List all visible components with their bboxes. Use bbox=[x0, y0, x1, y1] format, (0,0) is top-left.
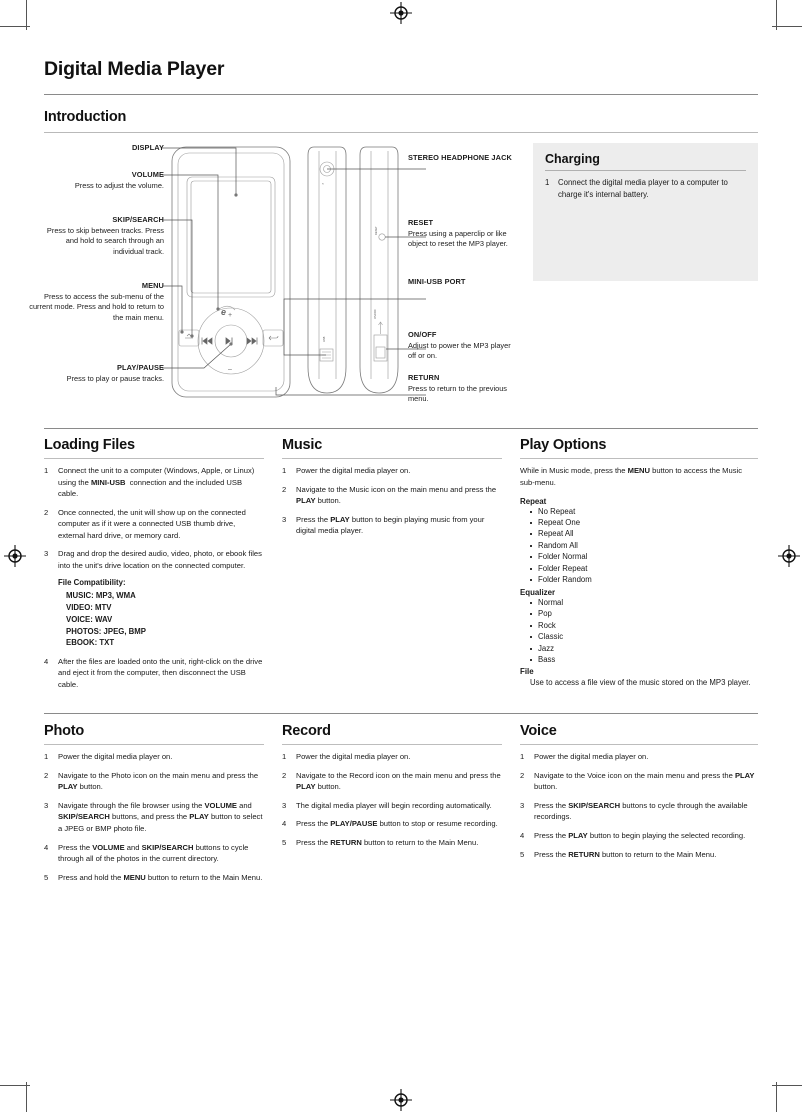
crop-mark-top-right-horizontal bbox=[772, 26, 802, 27]
step-number: 4 bbox=[44, 656, 49, 666]
on-off-art-label: ON/OFF bbox=[374, 309, 377, 319]
crop-mark-bottom-right-horizontal bbox=[772, 1085, 802, 1086]
repeat-option-list bbox=[528, 506, 758, 586]
step-text: The digital media player will begin recording automatically. bbox=[296, 800, 492, 810]
step-text: Navigate to the Record icon on the main menu and press the PLAY button. bbox=[296, 770, 501, 792]
list-item: Bass bbox=[528, 654, 758, 665]
callout-return-desc: Press to return to the previous menu. bbox=[408, 383, 508, 404]
step-text: Press the RETURN button to return to the Main Menu. bbox=[534, 849, 717, 859]
photo-divider bbox=[44, 744, 264, 745]
svg-text:+: + bbox=[228, 312, 233, 319]
callout-stereo-headphone-jack-label: STEREO HEADPHONE JACK bbox=[408, 153, 512, 162]
play-options-divider bbox=[520, 458, 758, 459]
file-group-note: Use to access a file view of the music stored on the MP3 player. bbox=[530, 678, 751, 688]
step-text: Press the PLAY button to begin playing the selected recording. bbox=[534, 830, 746, 840]
charging-panel bbox=[533, 143, 758, 281]
step-number: 1 bbox=[520, 752, 525, 762]
step-text: Navigate to the Voice icon on the main menu and press the PLAY button. bbox=[534, 770, 755, 792]
step-number: 4 bbox=[520, 830, 525, 840]
list-item bbox=[44, 656, 264, 691]
step-text: Drag and drop the desired audio, video, photo, or ebook files into the unit's drive location on the connected computer. bbox=[58, 549, 262, 570]
voice-divider bbox=[520, 744, 758, 745]
registration-target-bottom bbox=[390, 1089, 412, 1111]
device-diagram bbox=[29, 139, 758, 424]
repeat-group-title: Repeat bbox=[520, 496, 547, 506]
music-heading: Music bbox=[282, 437, 323, 453]
column-record bbox=[282, 723, 520, 890]
record-divider bbox=[282, 744, 502, 745]
step-number: 5 bbox=[282, 837, 287, 847]
voice-steps bbox=[520, 751, 758, 860]
content-row-2-wrapper bbox=[44, 713, 758, 890]
photo-steps bbox=[44, 751, 264, 883]
callout-return-label: RETURN bbox=[408, 373, 440, 382]
list-item: Pop bbox=[528, 608, 758, 619]
list-item bbox=[44, 751, 264, 763]
list-item bbox=[44, 770, 264, 793]
charging-step-number: 1 bbox=[545, 178, 550, 187]
step-text: Once connected, the unit will show up on the connected computer as if it were a connected USB thumb drive, external hard drive, or memory card. bbox=[58, 507, 246, 540]
step-text: Press the RETURN button to return to the Main Menu. bbox=[296, 837, 479, 847]
callout-skip-search-label: SKIP/SEARCH bbox=[112, 215, 164, 224]
equalizer-option-list bbox=[528, 597, 758, 666]
loading-files-steps bbox=[44, 465, 264, 571]
charging-step-text: Connect the digital media player to a computer to charge it's internal battery. bbox=[558, 178, 728, 199]
list-item: Normal bbox=[528, 597, 758, 608]
svg-text:USB: USB bbox=[323, 336, 326, 342]
list-item bbox=[44, 548, 264, 571]
list-item: Folder Normal bbox=[528, 551, 758, 562]
step-text: Press and hold the MENU button to return to the Main Menu. bbox=[58, 872, 263, 882]
step-number: 4 bbox=[282, 819, 287, 829]
list-item bbox=[282, 751, 502, 763]
step-number: 3 bbox=[44, 800, 49, 810]
list-item: Jazz bbox=[528, 643, 758, 654]
file-compatibility-list bbox=[66, 590, 264, 648]
list-item: Folder Random bbox=[528, 574, 758, 585]
svg-text:e: e bbox=[221, 307, 227, 317]
play-options-heading: Play Options bbox=[520, 437, 607, 453]
charging-heading: Charging bbox=[545, 152, 600, 166]
record-steps bbox=[282, 751, 502, 848]
list-item: Classic bbox=[528, 631, 758, 642]
crop-mark-bottom-left-horizontal bbox=[0, 1085, 30, 1086]
charging-step bbox=[545, 177, 746, 200]
record-heading: Record bbox=[282, 723, 331, 740]
step-text: Connect the unit to a computer (Windows, Apple, or Linux) using the MINI-USB connection and the included USB cable. bbox=[58, 466, 255, 499]
callout-on-off-desc: Adjust to power the MP3 player off or on. bbox=[408, 340, 511, 361]
step-number: 4 bbox=[44, 842, 49, 852]
list-item: MUSIC: MP3, WMA bbox=[66, 591, 136, 601]
column-play-options bbox=[520, 437, 758, 697]
callout-volume-label: VOLUME bbox=[131, 170, 164, 179]
device-illustration bbox=[164, 139, 444, 414]
callout-play-pause bbox=[44, 363, 164, 384]
list-item: Folder Repeat bbox=[528, 563, 758, 574]
list-item bbox=[44, 842, 264, 865]
column-voice bbox=[520, 723, 758, 890]
reset-art-label: RESET bbox=[375, 226, 378, 235]
list-item bbox=[520, 770, 758, 793]
step-number: 1 bbox=[44, 752, 49, 762]
equalizer-group-title: Equalizer bbox=[520, 587, 556, 597]
list-item bbox=[282, 800, 502, 812]
list-item bbox=[44, 872, 264, 884]
callout-play-pause-label: PLAY/PAUSE bbox=[117, 363, 164, 372]
crop-mark-top-left-horizontal bbox=[0, 26, 30, 27]
step-number: 3 bbox=[282, 800, 287, 810]
step-text: Navigate to the Photo icon on the main menu and press the PLAY button. bbox=[58, 770, 259, 792]
list-item bbox=[282, 770, 502, 793]
step-number: 3 bbox=[282, 514, 287, 524]
file-group-title: File bbox=[520, 667, 534, 677]
callout-volume bbox=[44, 170, 164, 191]
registration-target-left bbox=[4, 545, 26, 567]
title-divider bbox=[44, 94, 758, 95]
step-text: Press the SKIP/SEARCH buttons to cycle through the available recordings. bbox=[534, 800, 748, 822]
content-row-1 bbox=[44, 437, 758, 697]
list-item: Repeat All bbox=[528, 528, 758, 539]
introduction-divider bbox=[44, 132, 758, 133]
step-text: Navigate through the file browser using the VOLUME and SKIP/SEARCH buttons, and press the PLAY button to select a JPEG or BMP photo file. bbox=[58, 800, 263, 833]
step-number: 3 bbox=[520, 800, 525, 810]
step-text: Power the digital media player on. bbox=[296, 466, 411, 475]
crop-mark-bottom-right-vertical bbox=[776, 1082, 777, 1112]
column-photo bbox=[44, 723, 282, 890]
list-item: PHOTOS: JPEG, BMP bbox=[66, 626, 147, 636]
step-text: Press the PLAY/PAUSE button to stop or resume recording. bbox=[296, 819, 498, 829]
list-item bbox=[44, 465, 264, 500]
loading-files-divider bbox=[44, 458, 264, 459]
list-item: Repeat One bbox=[528, 517, 758, 528]
callout-reset-label: RESET bbox=[408, 218, 434, 227]
callout-menu-desc: Press to access the sub-menu of the current mode. Press and hold to return to the main menu. bbox=[29, 291, 164, 323]
callout-reset-desc: Press using a paperclip or like object to reset the MP3 player. bbox=[408, 228, 508, 249]
callout-play-pause-desc: Press to play or pause tracks. bbox=[66, 373, 164, 383]
step-text: Press the VOLUME and SKIP/SEARCH buttons to cycle through all of the photos in the current directory. bbox=[58, 842, 249, 864]
list-item bbox=[520, 830, 758, 842]
step-text: Power the digital media player on. bbox=[534, 752, 649, 762]
list-item bbox=[282, 465, 502, 477]
list-item bbox=[520, 800, 758, 823]
photo-heading: Photo bbox=[44, 723, 85, 740]
introduction-section bbox=[44, 109, 758, 133]
list-item bbox=[282, 514, 502, 537]
list-item: EBOOK: TXT bbox=[66, 638, 115, 648]
svg-text:J: J bbox=[321, 183, 324, 185]
voice-heading: Voice bbox=[520, 723, 557, 740]
list-item bbox=[44, 800, 264, 835]
file-compatibility-heading: File Compatibility: bbox=[58, 578, 126, 588]
callout-mini-usb-port-label: MINI-USB PORT bbox=[408, 277, 466, 286]
list-item: VOICE: WAV bbox=[66, 614, 113, 624]
list-item: No Repeat bbox=[528, 506, 758, 517]
step-text: After the files are loaded onto the unit, right-click on the drive and eject it from the computer, then disconnect the USB cable. bbox=[58, 656, 263, 689]
loading-files-heading: Loading Files bbox=[44, 437, 135, 453]
svg-text:–: – bbox=[228, 366, 232, 373]
list-item: VIDEO: MTV bbox=[66, 603, 112, 613]
list-item bbox=[44, 507, 264, 542]
list-item bbox=[520, 751, 758, 763]
callout-display-label: DISPLAY bbox=[131, 143, 164, 152]
step-text: Power the digital media player on. bbox=[58, 752, 173, 762]
step-number: 2 bbox=[520, 770, 525, 780]
list-item: Random All bbox=[528, 540, 758, 551]
manual-page bbox=[29, 44, 758, 1064]
crop-mark-bottom-left-vertical bbox=[26, 1082, 27, 1112]
callout-volume-desc: Press to adjust the volume. bbox=[74, 180, 164, 190]
list-item bbox=[282, 837, 502, 849]
music-divider bbox=[282, 458, 502, 459]
callout-skip-search-desc: Press to skip between tracks. Press and hold to search through an individual track. bbox=[46, 225, 164, 257]
play-options-intro: While in Music mode, press the MENU button to access the Music sub-menu. bbox=[520, 466, 742, 487]
list-item bbox=[520, 849, 758, 861]
step-number: 2 bbox=[44, 507, 49, 517]
row2-divider bbox=[44, 713, 758, 714]
registration-target-top bbox=[390, 2, 412, 24]
callout-menu bbox=[28, 281, 164, 324]
music-steps bbox=[282, 465, 502, 537]
row1-divider bbox=[44, 428, 758, 429]
step-number: 2 bbox=[282, 770, 287, 780]
step-text: Power the digital media player on. bbox=[296, 752, 411, 762]
step-number: 1 bbox=[282, 752, 287, 762]
callout-display bbox=[44, 143, 164, 154]
step-text: Press the PLAY button to begin playing music from your digital media player. bbox=[296, 514, 485, 536]
step-number: 2 bbox=[282, 484, 287, 494]
step-number: 5 bbox=[44, 872, 49, 882]
step-number: 3 bbox=[44, 549, 49, 559]
step-number: 2 bbox=[44, 770, 49, 780]
introduction-heading: Introduction bbox=[44, 109, 127, 125]
callout-on-off-label: ON/OFF bbox=[408, 330, 437, 339]
column-loading-files bbox=[44, 437, 282, 697]
page-title: Digital Media Player bbox=[44, 58, 225, 80]
step-number: 5 bbox=[520, 849, 525, 859]
step-text: Navigate to the Music icon on the main menu and press the PLAY button. bbox=[296, 484, 497, 506]
step-number: 1 bbox=[44, 466, 49, 475]
list-item bbox=[282, 484, 502, 507]
content-row-2 bbox=[44, 723, 758, 890]
step-number: 1 bbox=[282, 466, 287, 475]
registration-target-right bbox=[778, 545, 800, 567]
callout-skip-search bbox=[44, 215, 164, 258]
callout-menu-label: MENU bbox=[141, 281, 164, 290]
list-item: Rock bbox=[528, 620, 758, 631]
column-music bbox=[282, 437, 520, 697]
charging-divider bbox=[545, 170, 746, 171]
list-item bbox=[282, 818, 502, 830]
